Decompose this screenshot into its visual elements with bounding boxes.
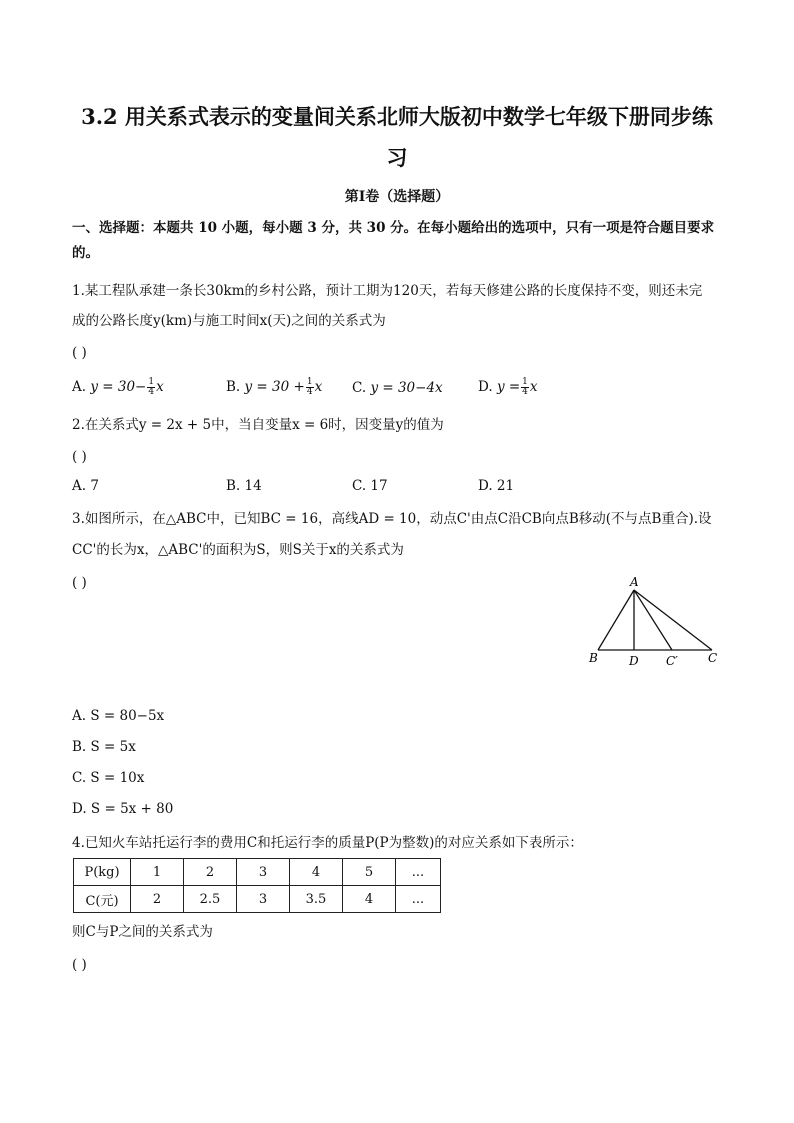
table-cell: 3 [237,859,290,886]
doc-title-line1: 3.2 用关系式表示的变量间关系北师大版初中数学七年级下册同步练 [81,104,713,129]
q4-stem: 4.已知火车站托运行李的费用C和托运行李的质量P(P为整数)的对应关系如下表所示： [72,835,583,851]
q1-option-a: A. y = 30− $\frac{1}{4}$ x [72,377,164,397]
label-b: B [589,651,598,665]
doc-title-line2: 习 [386,145,408,170]
table-cell: 2 [131,886,184,913]
q1-answer-paren: ( ) [72,345,87,361]
q2-stem: 2.在关系式y = 2x + 5中，当自变量x = 6时，因变量y的值为 [72,417,444,433]
table-cell: ... [396,859,441,886]
table-cell: P(kg) [74,859,131,886]
table-cell: ... [396,886,441,913]
q3-stem-line2: CC'的长为x，△ABC'的面积为S，则S关于x的关系式为 [72,542,404,558]
segment-ac-prime [634,590,672,650]
q3-option-c: C. S = 10x [72,770,145,786]
q3-option-d: D. S = 5x + 80 [72,801,174,817]
q1-option-b: B. y = 30 + $\frac{1}{4}$ x [226,377,323,397]
q2-option-c: C. 17 [352,478,388,494]
q2-option-d: D. 21 [478,478,515,494]
table-cell: C(元) [74,886,131,913]
q1-option-c: C. y = 30−4x [352,380,443,396]
table-cell: 1 [131,859,184,886]
section-heading: 第I卷（选择题） [344,189,450,205]
triangle-figure [580,572,730,672]
label-c-prime: C′ [666,654,678,668]
q4-answer-paren: ( ) [72,957,87,973]
table-cell: 3.5 [290,886,343,913]
q1-option-d: D. y = $\frac{1}{4}$ x [478,377,538,397]
q3-option-a: A. S = 80−5x [72,708,165,724]
label-a: A [630,575,639,589]
table-cell: 5 [343,859,396,886]
q4-table [73,858,441,913]
table-cell: 4 [343,886,396,913]
table-cell: 4 [290,859,343,886]
label-d: D [629,654,639,668]
q3-answer-paren: ( ) [72,575,87,591]
table-cell: 2.5 [184,886,237,913]
q1-stem-line1: 1.某工程队承建一条长30km的乡村公路，预计工期为120天，若每天修建公路的长度保持不变，则还未完 [72,283,703,299]
q2-option-a: A. 7 [72,478,99,494]
table-row [74,886,441,913]
q4-question-line: 则C与P之间的关系式为 [72,924,213,940]
instructions-line2: 的。 [72,245,99,261]
label-c: C [708,651,718,665]
instructions-line1: 一、选择题：本题共 10 小题，每小题 3 分，共 30 分。在每小题给出的选项中，只有一项是符合题目要求 [72,220,715,236]
q3-stem-line1: 3.如图所示，在△ABC中，已知BC = 16，高线AD = 10，动点C'由点C沿CB向点B移动(不与点B重合).设 [72,511,712,527]
side-ab [598,590,634,650]
table-row [74,859,441,886]
q3-option-b: B. S = 5x [72,739,136,755]
q2-option-b: B. 14 [226,478,262,494]
side-ac [634,590,712,650]
q1-stem-line2: 成的公路长度y(km)与施工时间x(天)之间的关系式为 [72,313,386,329]
table-cell: 3 [237,886,290,913]
q2-answer-paren: ( ) [72,449,87,465]
table-cell: 2 [184,859,237,886]
